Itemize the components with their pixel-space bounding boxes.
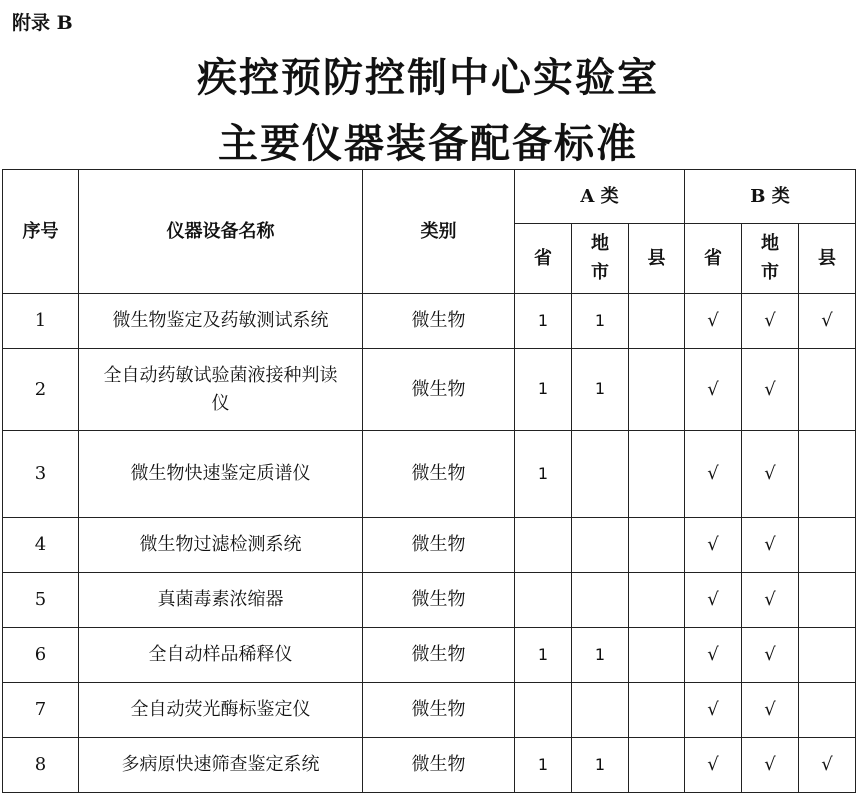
- row-b-province: √: [685, 628, 742, 683]
- row-seq: 5: [3, 573, 79, 628]
- header-a-county: 县: [629, 224, 685, 294]
- row-category: 微生物: [363, 738, 515, 793]
- appendix-label: 附录 B: [12, 12, 73, 34]
- row-name: 微生物鉴定及药敏测试系统: [79, 294, 363, 349]
- row-b-county: √: [799, 294, 856, 349]
- row-a-province: 1: [515, 738, 572, 793]
- row-b-city: √: [742, 738, 799, 793]
- row-b-province: √: [685, 294, 742, 349]
- equipment-standard-table: [2, 169, 856, 793]
- row-a-city: 1: [572, 294, 629, 349]
- row-a-province: [515, 573, 572, 628]
- row-name: 真菌毒素浓缩器: [79, 573, 363, 628]
- row-b-city: √: [742, 349, 799, 431]
- row-seq: 3: [3, 431, 79, 518]
- row-b-city: √: [742, 628, 799, 683]
- row-name: 微生物快速鉴定质谱仪: [79, 431, 363, 518]
- row-a-city: 1: [572, 628, 629, 683]
- row-b-city: √: [742, 683, 799, 738]
- row-b-province: √: [685, 573, 742, 628]
- row-b-city: √: [742, 573, 799, 628]
- row-a-city: [572, 518, 629, 573]
- row-a-province: [515, 683, 572, 738]
- row-a-province: 1: [515, 294, 572, 349]
- header-group-b: B 类: [685, 170, 856, 224]
- table-row: [3, 431, 856, 518]
- row-b-county: [799, 683, 856, 738]
- row-a-city: [572, 431, 629, 518]
- row-b-province: √: [685, 518, 742, 573]
- row-a-county: [629, 683, 685, 738]
- table-row: [3, 349, 856, 431]
- row-seq: 1: [3, 294, 79, 349]
- row-category: 微生物: [363, 294, 515, 349]
- page-title-line-2: 主要仪器装备配备标准: [218, 120, 638, 167]
- row-category: 微生物: [363, 349, 515, 431]
- row-category: 微生物: [363, 573, 515, 628]
- row-b-county: [799, 431, 856, 518]
- row-name: 全自动荧光酶标鉴定仪: [79, 683, 363, 738]
- table-row: [3, 518, 856, 573]
- header-group-a: A 类: [515, 170, 685, 224]
- row-a-province: [515, 518, 572, 573]
- row-b-province: √: [685, 431, 742, 518]
- row-category: 微生物: [363, 431, 515, 518]
- row-b-city: √: [742, 431, 799, 518]
- row-a-county: [629, 628, 685, 683]
- header-a-province: 省: [515, 224, 572, 294]
- header-b-city: [742, 224, 799, 294]
- row-a-county: [629, 431, 685, 518]
- row-b-county: √: [799, 738, 856, 793]
- header-equipment-name: 仪器设备名称: [79, 170, 363, 294]
- header-a-city-line1: 地: [591, 232, 609, 254]
- table-row: [3, 683, 856, 738]
- header-b-city-line2: 市: [761, 261, 779, 283]
- header-seq: 序号: [3, 170, 79, 294]
- row-name: 全自动样品稀释仪: [79, 628, 363, 683]
- header-a-city: [572, 224, 629, 294]
- row-name: 全自动药敏试验菌液接种判读仪: [79, 349, 363, 431]
- row-category: 微生物: [363, 518, 515, 573]
- row-a-county: [629, 294, 685, 349]
- row-a-county: [629, 518, 685, 573]
- row-a-city: 1: [572, 349, 629, 431]
- row-b-city: √: [742, 518, 799, 573]
- row-seq: 8: [3, 738, 79, 793]
- row-category: 微生物: [363, 628, 515, 683]
- page-title-line-1: 疾控预防控制中心实验室: [197, 54, 659, 101]
- row-b-province: √: [685, 683, 742, 738]
- row-seq: 6: [3, 628, 79, 683]
- header-b-province: 省: [685, 224, 742, 294]
- row-a-province: 1: [515, 431, 572, 518]
- table-row: [3, 628, 856, 683]
- row-a-city: [572, 573, 629, 628]
- row-b-province: √: [685, 349, 742, 431]
- header-category: 类别: [363, 170, 515, 294]
- row-b-province: √: [685, 738, 742, 793]
- table-row: [3, 294, 856, 349]
- row-seq: 2: [3, 349, 79, 431]
- row-b-county: [799, 349, 856, 431]
- row-b-county: [799, 573, 856, 628]
- header-a-city-line2: 市: [591, 261, 609, 283]
- table-row: [3, 738, 856, 793]
- row-a-county: [629, 573, 685, 628]
- row-b-city: √: [742, 294, 799, 349]
- row-a-province: 1: [515, 349, 572, 431]
- row-a-city: [572, 683, 629, 738]
- row-category: 微生物: [363, 683, 515, 738]
- row-a-city: 1: [572, 738, 629, 793]
- header-b-city-line1: 地: [761, 232, 779, 254]
- table-row: [3, 573, 856, 628]
- row-b-county: [799, 518, 856, 573]
- row-name: 微生物过滤检测系统: [79, 518, 363, 573]
- row-a-county: [629, 349, 685, 431]
- header-b-county: 县: [799, 224, 856, 294]
- row-seq: 7: [3, 683, 79, 738]
- row-name: 多病原快速筛查鉴定系统: [79, 738, 363, 793]
- row-seq: 4: [3, 518, 79, 573]
- row-a-county: [629, 738, 685, 793]
- row-b-county: [799, 628, 856, 683]
- row-a-province: 1: [515, 628, 572, 683]
